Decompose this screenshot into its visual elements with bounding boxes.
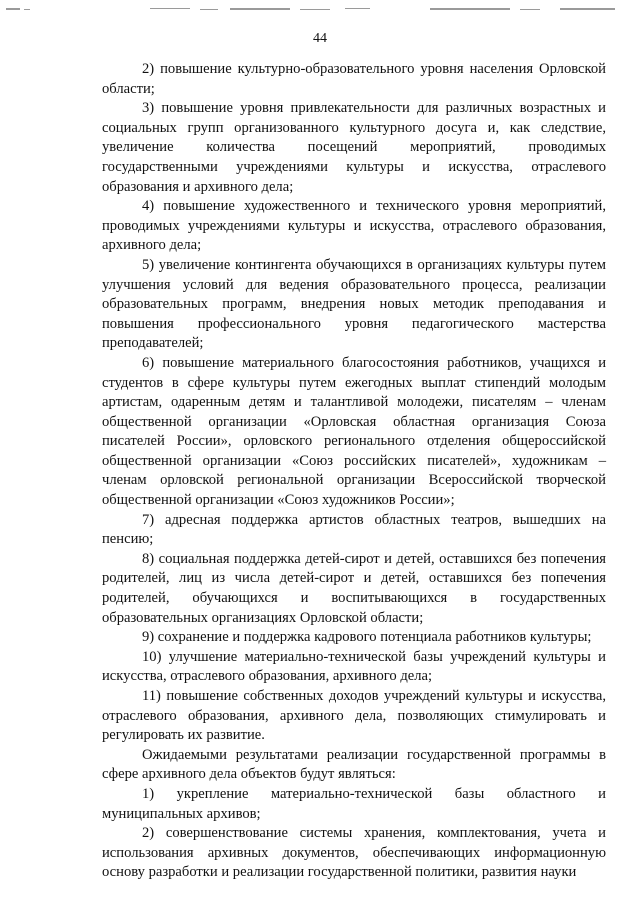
list-item: 2) повышение культурно-образовательного уровня населения Орловской области; bbox=[102, 61, 606, 97]
list-item: 3) повышение уровня привлекательности для различных возрастных и социальных групп организованного культурного досуга и, как следствие, увеличение количества посещений мероприятий, проводимых государственными учреждениями культуры и искусства, отраслевого образования и архивного дела; bbox=[102, 100, 606, 195]
scan-artifact-strip bbox=[0, 4, 640, 14]
page-number: 44 bbox=[313, 31, 327, 46]
list-item: 10) улучшение материально-технической базы учреждений культуры и искусства, отраслевого образования, архивного дела; bbox=[102, 648, 606, 685]
list-item: 9) сохранение и поддержка кадрового потенциала работников культуры; bbox=[142, 629, 592, 646]
list-item: 5) увеличение контингента обучающихся в организациях культуры путем улучшения условий для ведения образовательного процесса, реализации образовательных программ, внедрения новых методик преподавания и повышения профессионального уровня педагогического мастерства преподавателей; bbox=[102, 256, 606, 352]
list-item: 2) совершенствование системы хранения, комплектования, учета и использования архивных документов, обеспечивающих информационную основу разработки и реализации государственной политики, развития науки bbox=[102, 825, 606, 881]
list-item: 7) адресная поддержка артистов областных театров, вышедших на пенсию; bbox=[102, 511, 606, 548]
list-item: 8) социальная поддержка детей-сирот и детей, оставшихся без попечения родителей, лиц из числа детей-сирот и детей, оставшихся без попечения родителей, обучающихся и воспитывающихся в государственных образовательных организациях Орловской области; bbox=[102, 550, 606, 626]
document-body bbox=[102, 60, 606, 883]
section-intro-paragraph: Ожидаемыми результатами реализации государственной программы в сфере архивного дела объектов будут являться: bbox=[102, 746, 606, 783]
list-item: 11) повышение собственных доходов учреждений культуры и искусства, отраслевого образования, архивного дела, позволяющих стимулировать и регулировать их развитие. bbox=[102, 688, 606, 744]
list-item: 4) повышение художественного и технического уровня мероприятий, проводимых учреждениями культуры и искусства, отраслевого образования, архивного дела; bbox=[102, 198, 606, 254]
list-item: 1) укрепление материально-технической базы областного и муниципальных архивов; bbox=[102, 785, 606, 822]
list-item: 6) повышение материального благосостояния работников, учащихся и студентов в сфере культуры путем ежегодных выплат стипендий молодым артистам, одаренным детям и талантливой молодежи, писателям – членам общественной организации «Орловская областная организация Союза писателей России», орловского регионального отделения общероссийской общественной организации «Союз российских писателей», художникам – членам орловской региональной организации Всероссийской творческой общественной организации «Союз художников России»; bbox=[102, 354, 606, 509]
